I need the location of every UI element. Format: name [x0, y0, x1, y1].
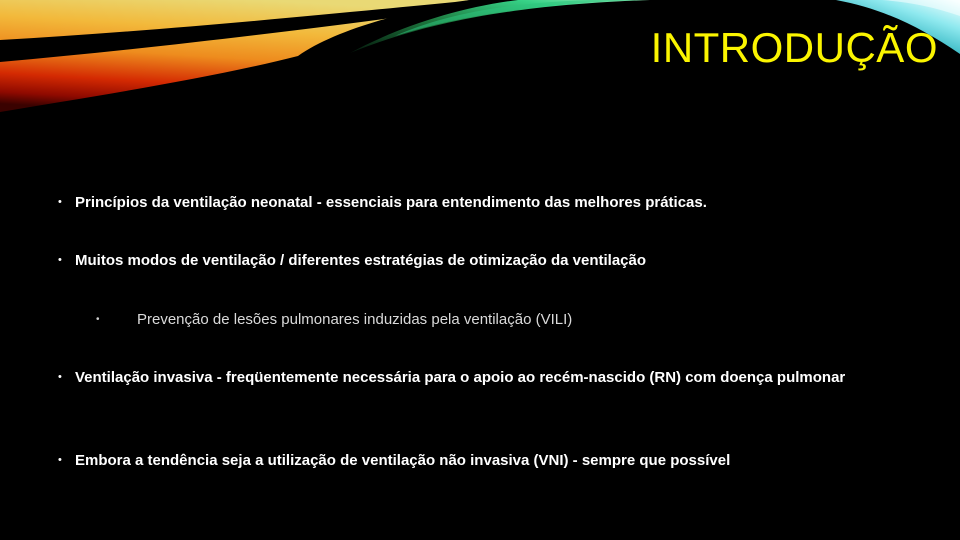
bullet-marker: •	[58, 196, 62, 208]
bullet-marker: •	[96, 314, 100, 325]
bullet-text: Embora a tendência seja a utilização de ventilação não invasiva (VNI) - sempre que possível	[75, 452, 731, 469]
bullet-marker: •	[58, 371, 62, 383]
bullet-text: Muitos modos de ventilação / diferentes estratégias de otimização da ventilação	[75, 252, 647, 269]
bullet-text: Princípios da ventilação neonatal - essenciais para entendimento das melhores práticas.	[75, 194, 707, 211]
bullet-item-3-sub	[96, 309, 572, 331]
slide-title: INTRODUÇÃO	[650, 24, 938, 71]
bullet-item-2	[58, 249, 646, 272]
bullet-item-5	[58, 449, 730, 472]
bullet-item-4	[58, 366, 845, 389]
bullet-text: Ventilação invasiva - freqüentemente necessária para o apoio ao recém-nascido (RN) com doença pulmonar	[75, 369, 846, 386]
bullet-marker: •	[58, 454, 62, 466]
bullet-marker: •	[58, 254, 62, 266]
bullet-text: Prevenção de lesões pulmonares induzidas pela ventilação (VILI)	[137, 311, 573, 328]
bullet-item-1	[58, 191, 707, 214]
